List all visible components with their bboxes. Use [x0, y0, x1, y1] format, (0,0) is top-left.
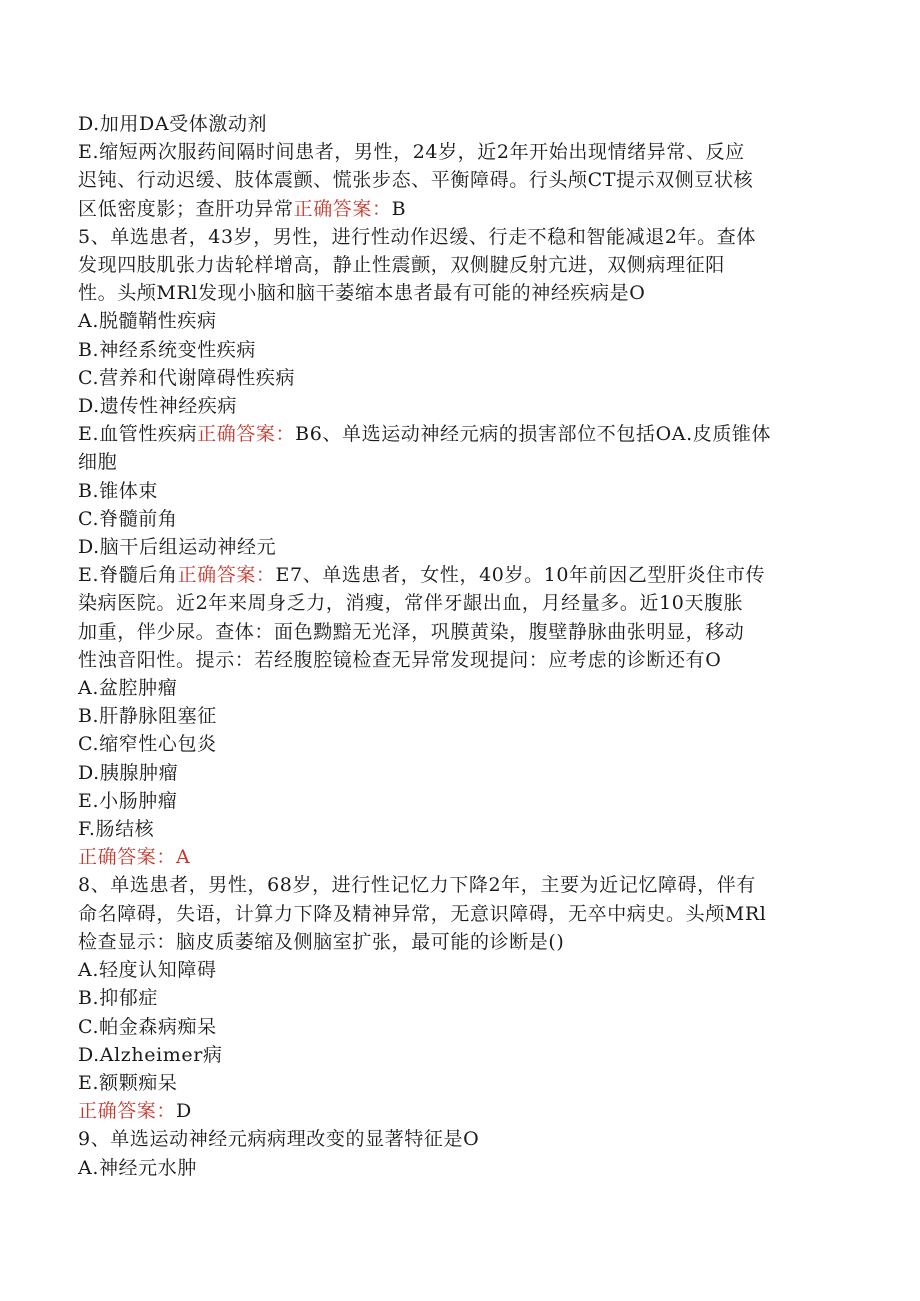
- text-line: [78, 392, 848, 420]
- text-line: [78, 674, 848, 702]
- text-line: [78, 110, 848, 138]
- text-segment: A.盆腔肿瘤: [78, 677, 178, 700]
- text-line: [78, 477, 848, 505]
- text-segment: B.神经系统变性疾病: [78, 338, 257, 361]
- text-line: [78, 307, 848, 335]
- text-line: [78, 871, 848, 899]
- text-segment: E.缩短两次服药间隔时间患者，男性，24岁，近2年开始出现情绪异常、反应: [78, 141, 745, 164]
- text-line: [78, 505, 848, 533]
- text-segment: F.肠结核: [78, 818, 155, 841]
- text-segment: A.脱髓鞘性疾病: [78, 310, 217, 333]
- text-segment: D: [176, 1100, 192, 1123]
- text-segment: E.血管性疾病: [78, 423, 198, 446]
- text-segment: 加重，伴少尿。查体：面色黝黯无光泽，巩膜黄染，腹壁静脉曲张明显，移动: [78, 620, 745, 643]
- text-segment: 性。头颅MRl发现小脑和脑干萎缩本患者最有可能的神经疾病是O: [78, 282, 646, 305]
- text-segment: B.抑郁症: [78, 987, 159, 1010]
- text-segment: 细胞: [78, 451, 118, 474]
- text-line: [78, 730, 848, 758]
- text-segment: C.帕金森病痴呆: [78, 1015, 217, 1038]
- text-segment: C.营养和代谢障碍性疾病: [78, 366, 296, 389]
- text-segment: C.脊髓前角: [78, 507, 178, 530]
- text-line: [78, 138, 848, 166]
- text-line: [78, 928, 848, 956]
- text-segment: E.脊髓后角: [78, 564, 178, 587]
- text-line: [78, 561, 848, 589]
- text-segment: 5、单选患者，43岁，男性，进行性动作迟缓、行走不稳和智能减退2年。查体: [78, 225, 756, 248]
- text-line: [78, 251, 848, 279]
- text-segment: B: [391, 197, 407, 220]
- text-segment: 发现四肢肌张力齿轮样增高，静止性震颤，双侧腱反射亢进，双侧病理征阳: [78, 254, 725, 277]
- text-segment: E.小肠肿瘤: [78, 789, 178, 812]
- text-line: [78, 420, 848, 448]
- answer-label: 正确答案：: [78, 1100, 177, 1123]
- text-segment: D.胰腺肿瘤: [78, 761, 179, 784]
- text-segment: A.神经元水肿: [78, 1156, 197, 1179]
- text-line: [78, 815, 848, 843]
- text-line: [78, 589, 848, 617]
- text-segment: D.Alzheimer病: [78, 1043, 223, 1066]
- text-segment: 迟钝、行动迟缓、肢体震颤、慌张步态、平衡障碍。行头颅CT提示双侧豆状核: [78, 169, 754, 192]
- text-line: [78, 618, 848, 646]
- text-line: [78, 843, 848, 871]
- text-segment: 检查显示：脑皮质萎缩及侧脑室扩张，最可能的诊断是(): [78, 930, 565, 953]
- text-line: [78, 448, 848, 476]
- text-line: [78, 1154, 848, 1182]
- text-line: [78, 1069, 848, 1097]
- text-line: [78, 336, 848, 364]
- text-line: [78, 533, 848, 561]
- text-segment: D.遗传性神经疾病: [78, 395, 237, 418]
- text-line: [78, 787, 848, 815]
- text-segment: 区低密度影；查肝功异常: [78, 197, 294, 220]
- text-line: [78, 279, 848, 307]
- text-segment: B6、单选运动神经元病的损害部位不包括OA.皮质锥体: [295, 423, 772, 446]
- text-segment: E7、单选患者，女性，40岁。10年前因乙型肝炎住市传: [275, 564, 766, 587]
- answer-label: 正确答案：: [78, 846, 177, 869]
- answer-label: A: [176, 846, 191, 869]
- text-line: [78, 1013, 848, 1041]
- text-line: [78, 1125, 848, 1153]
- text-line: [78, 956, 848, 984]
- text-segment: A.轻度认知障碍: [78, 959, 217, 982]
- text-segment: D.加用DA受体激动剂: [78, 113, 268, 135]
- text-line: [78, 900, 848, 928]
- text-segment: 染病医院。近2年来周身乏力，消瘦，常伴牙龈出血，月经量多。近10天腹胀: [78, 592, 744, 615]
- text-line: [78, 984, 848, 1012]
- text-line: [78, 223, 848, 251]
- text-line: [78, 702, 848, 730]
- text-line: [78, 759, 848, 787]
- text-line: [78, 1041, 848, 1069]
- text-line: [78, 646, 848, 674]
- text-segment: 命名障碍，失语，计算力下降及精神异常，无意识障碍，无卒中病史。头颅MRl: [78, 902, 767, 925]
- text-segment: E.额颗痴呆: [78, 1071, 178, 1094]
- text-segment: 8、单选患者，男性，68岁，进行性记忆力下降2年，主要为近记忆障碍，伴有: [78, 874, 756, 897]
- text-line: [78, 195, 848, 223]
- text-segment: 性浊音阳性。提示：若经腹腔镜检查无异常发现提问：应考虑的诊断还有O: [78, 648, 722, 671]
- text-line: [78, 364, 848, 392]
- text-line: [78, 1097, 848, 1125]
- answer-label: 正确答案：: [293, 197, 392, 220]
- text-segment: D.脑干后组运动神经元: [78, 536, 277, 559]
- text-segment: 9、单选运动神经元病病理改变的显著特征是O: [78, 1128, 480, 1151]
- text-line: [78, 166, 848, 194]
- text-segment: B.肝静脉阻塞征: [78, 705, 217, 728]
- answer-label: 正确答案：: [197, 423, 296, 446]
- document-body: [78, 110, 848, 1182]
- text-segment: B.锥体束: [78, 479, 159, 502]
- text-segment: C.缩窄性心包炎: [78, 733, 217, 756]
- answer-label: 正确答案：: [177, 564, 276, 587]
